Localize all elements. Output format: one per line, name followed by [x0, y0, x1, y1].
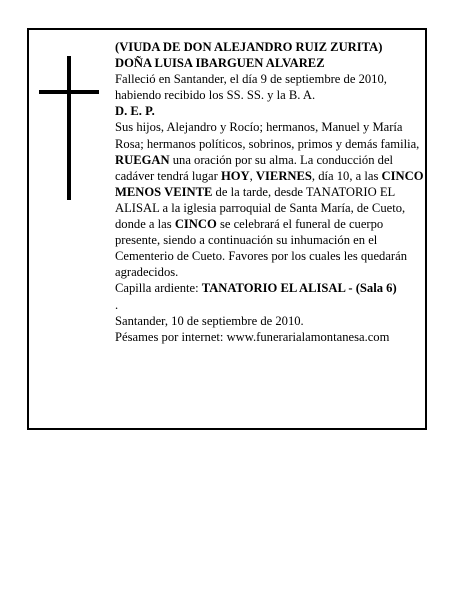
widow-of-line: (VIUDA DE DON ALEJANDRO RUIZ ZURITA) — [115, 40, 383, 54]
cross-horizontal-bar — [39, 90, 99, 94]
chapel-line — [115, 280, 427, 296]
prayer-text-3: de la tarde, desde TANATORIO EL ALISAL a la iglesia parroquial de Santa María, de Cueto, donde a las — [115, 184, 406, 232]
funeral-details — [115, 152, 427, 281]
dep-line: D. E. P. — [115, 104, 155, 119]
latin-cross-icon — [39, 56, 99, 200]
funeral-time: CINCO — [174, 217, 217, 232]
prayer-text-4: se celebrará el funeral de cuerpo presente, siendo a continuación su inhumación en el Cementerio de Cueto. Favores por los cuales les quedarán agradecidos. — [115, 217, 408, 280]
chapel-label: Capilla ardiente: — [115, 281, 202, 296]
date-line: Santander, 10 de septiembre de 2010. — [115, 313, 304, 328]
cross-vertical-bar — [67, 56, 71, 200]
hoy-word: HOY — [220, 168, 250, 183]
viernes-word: VIERNES — [255, 168, 312, 183]
departure-time: CINCO MENOS VEINTE — [115, 168, 424, 199]
death-announcement: Falleció en Santander, el día 9 de septiembre de 2010, habiendo recibido los SS. SS. y la B. A. — [115, 72, 387, 103]
condolences-line: Pésames por internet: www.funerarialamontanesa.com — [115, 329, 390, 344]
obituary-text — [115, 39, 427, 345]
prayer-text-1: una oración por su alma. La conducción del cadáver tendrá lugar — [115, 152, 394, 183]
ruegan-word: RUEGAN — [115, 152, 170, 167]
chapel-name: TANATORIO EL ALISAL - (Sala 6) — [201, 281, 397, 296]
prayer-text-2: , día 10, a las — [311, 168, 382, 183]
family-list: Sus hijos, Alejandro y Rocío; hermanos, Manuel y María Rosa; hermanos políticos, sobrinos, primos y demás familia, — [115, 120, 420, 151]
comma-text: , — [249, 168, 256, 183]
period-line: . — [115, 297, 119, 312]
obituary-notice — [27, 28, 427, 430]
deceased-name: DOÑA LUISA IBARGUEN ALVAREZ — [115, 56, 325, 71]
